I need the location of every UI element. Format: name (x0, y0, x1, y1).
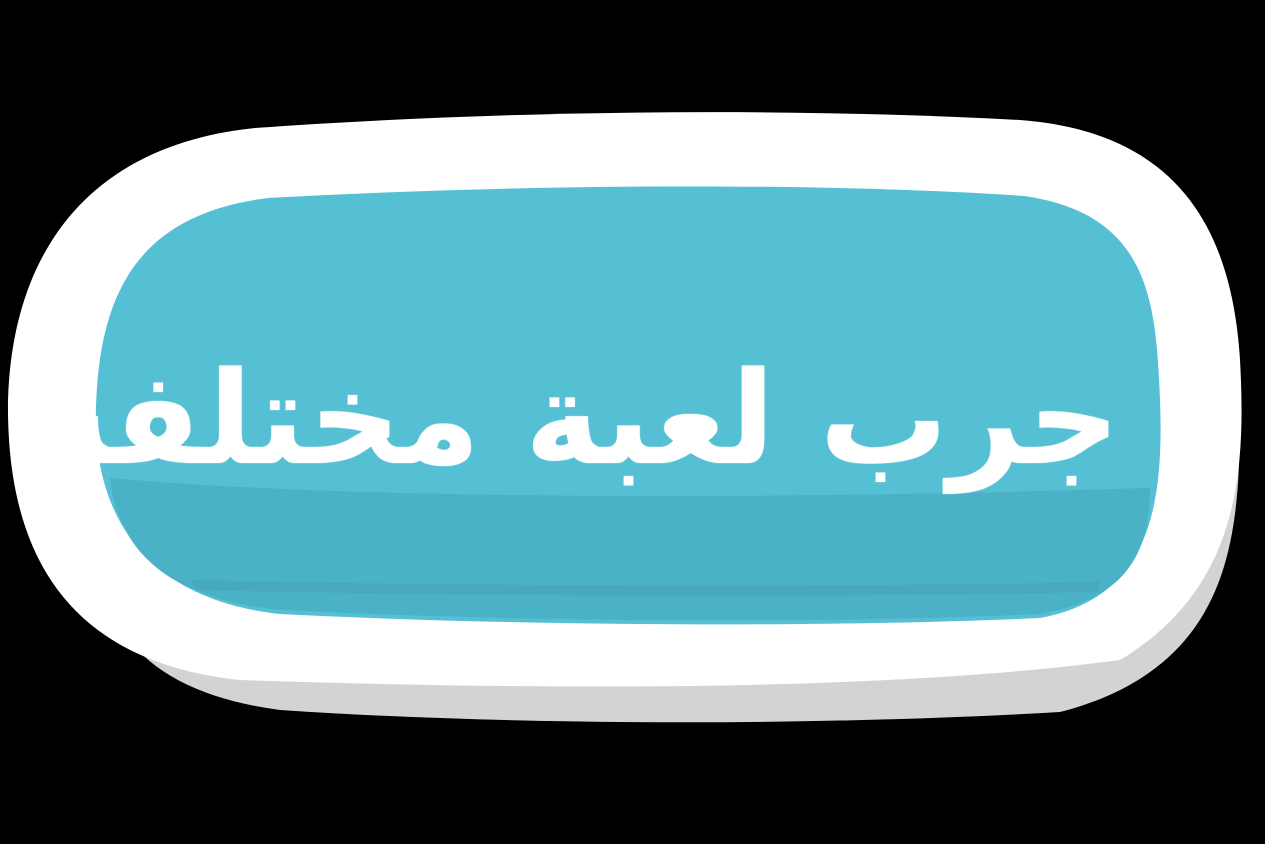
button-label: جرب لعبة مختلفة (34, 345, 1120, 494)
try-different-game-button[interactable] (34, 188, 1170, 628)
